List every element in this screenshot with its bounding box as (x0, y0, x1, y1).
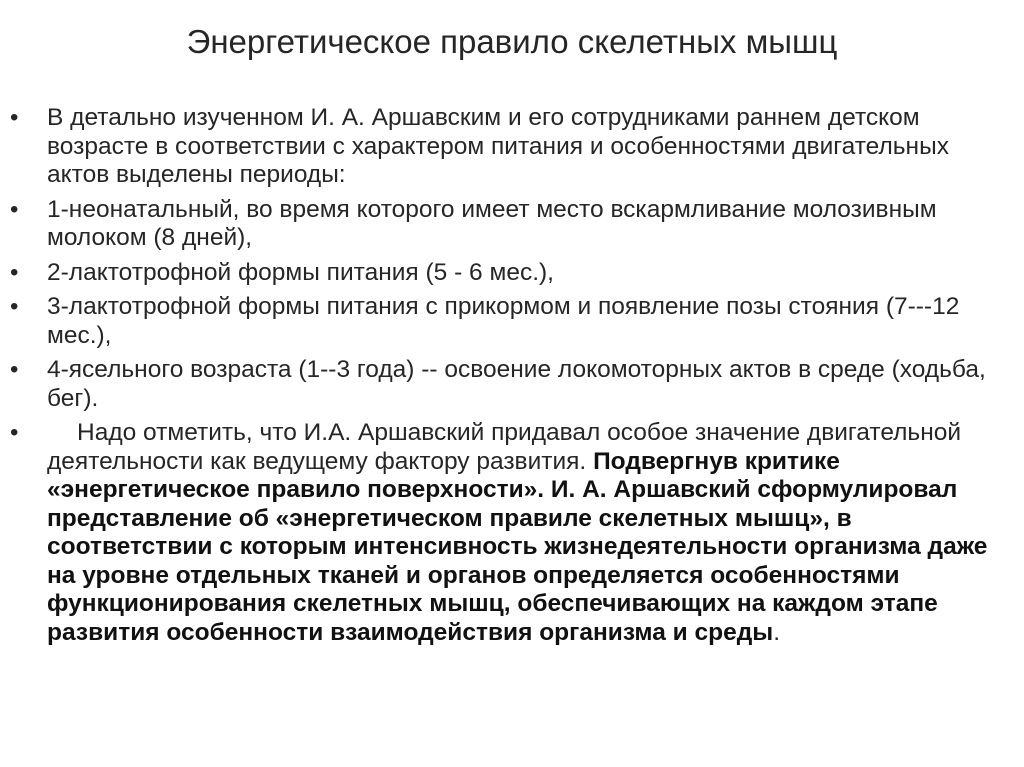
bullet-text: 4-ясельного возраста (1--3 года) -- освоение локомоторных актов в среде (ходьба, бег). (47, 356, 986, 412)
conclusion-bold-text: Подвергнув критике «энергетическое правило поверхности». И. А. Аршавский сформулировал представление об «энергетическом правиле скелетных мышц», в соответствии с которым интенсивность жизнедеятельности организма даже на уровне отдельных тканей и органов определяется особенностями функционирования скелетных мышц, обеспечивающих на каждом этапе развития особенности взаимодействия организма и среды (47, 447, 988, 646)
bullet-icon: • (10, 419, 19, 446)
bullet-item-period-3 (10, 293, 1000, 350)
bullet-icon: • (10, 293, 19, 320)
conclusion-end-punct: . (773, 618, 781, 646)
bullet-text: 1-неонатальный, во время которого имеет место вскармливание молозивным молоком (8 дней), (47, 195, 937, 251)
bullet-text: 2-лактотрофной формы питания (5 - 6 мес.), (47, 258, 554, 286)
bullet-icon: • (10, 104, 19, 131)
bullet-item-period-1 (10, 196, 1000, 253)
conclusion-normal-text: Надо отметить, что И.А. Аршавский придавал особое значение двигательной деятельности как ведущему фактору развития. (47, 419, 962, 475)
bullet-icon: • (10, 195, 19, 223)
slide-title: Энергетическое правило скелетных мышц (186, 23, 838, 60)
bullet-item-intro (10, 104, 1000, 190)
bullet-icon: • (10, 356, 19, 383)
bullet-item-period-2 (10, 259, 1000, 288)
bullet-item-period-4 (10, 356, 1000, 413)
bullet-text: В детально изученном И. А. Аршавским и его сотрудниками раннем детском возрасте в соответствии с характером питания и особенностями двигательных актов выделены периоды: (47, 104, 949, 188)
bullet-text: 3-лактотрофной формы питания с прикормом и появление позы стояния (7---12 мес.), (47, 293, 960, 349)
bullet-icon: • (10, 258, 19, 286)
bullet-item-conclusion (10, 419, 1000, 647)
bullet-list (10, 104, 1000, 653)
